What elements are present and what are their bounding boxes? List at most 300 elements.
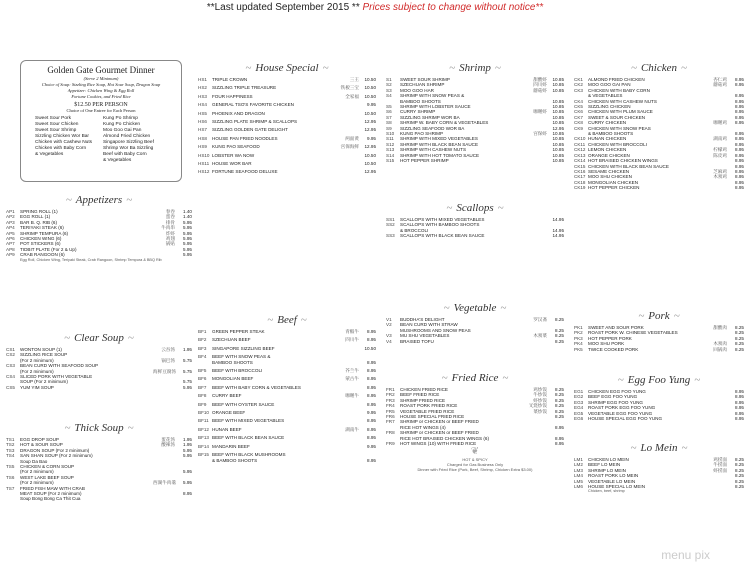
item-code: FR3 [386, 397, 395, 403]
item-price: 8.95 [555, 441, 564, 447]
item-name: (For 2 minimum) [20, 480, 54, 486]
item-cn: 牛肉串 [161, 225, 175, 231]
item-name: HOT PEPPER SHRIMP [400, 158, 449, 164]
menu-item [198, 337, 376, 342]
house-special-section [198, 60, 376, 175]
egg-foo-yung-list [574, 389, 744, 421]
item-cn: 罗汉斋 [533, 317, 547, 322]
item-code: LM2 [574, 462, 583, 468]
beef-section [198, 312, 376, 463]
item-name: SAN SHAN SOUP (For 2 minimum) [20, 453, 93, 459]
menu-item [198, 329, 376, 334]
house-special-list [198, 77, 376, 175]
item-code: BF12 [198, 426, 209, 432]
item-price: 8.95 [367, 376, 376, 382]
shrimp-list [386, 77, 564, 164]
item-name: Soup Bong Bong Ca Thit Cua [20, 496, 81, 502]
item-name: VEGETABLE FRIED RICE [400, 408, 455, 414]
item-price: 5.95 [183, 219, 192, 225]
item-name: BAMBOO SHOOTS [400, 98, 441, 104]
menu-item [198, 458, 376, 463]
item-cn: 蛋卷 [165, 214, 175, 220]
item-price: 14.95 [552, 233, 564, 239]
item-price: 5.95 [183, 236, 192, 242]
beef-list [198, 329, 376, 463]
item-price: 10.50 [364, 85, 376, 91]
dinner-choice: Choice of One Entree for Each Person [66, 108, 136, 113]
item-name: SIZZLING GOLDEN GATE DELIGHT [212, 127, 288, 133]
item-cn: 炸虾 [165, 230, 175, 236]
item-cn: 湖南鸡 [713, 136, 727, 142]
vegetable-section [386, 300, 564, 344]
banner-prefix: **Last updated September 2015 ** [206, 2, 363, 13]
clear-soup-section [6, 330, 192, 390]
item-name: SWEET AND SOUR PORK [588, 325, 644, 330]
item-name: CRAB RANGOON (6) [20, 252, 65, 258]
item-name: HOT PEPPER PORK [588, 335, 632, 341]
item-price: 5.95 [183, 447, 192, 453]
item-price: 10.50 [364, 152, 376, 158]
item-name: SHRIMP or CHICKEN or BEEF FRIED [400, 419, 479, 425]
item-code: LM5 [574, 478, 583, 484]
item-code: CK5 [574, 104, 583, 110]
item-name: SHRIMP WITH LOBSTER SAUCE [400, 104, 471, 110]
item-code: EG2 [574, 394, 584, 400]
item-name: SHRIMP TEMPURA (6) [20, 230, 69, 236]
item-name: MEAT SOUP (For 2 minimum) [20, 491, 82, 497]
egg-foo-yung-section [574, 372, 744, 421]
item-code: S6 [386, 109, 392, 115]
menu-item [198, 111, 376, 116]
dinner-item: Singapore Sizzling Beef [103, 140, 154, 145]
item-price: 5.95 [183, 252, 192, 258]
item-cn: 蒙古牛 [345, 376, 359, 382]
item-name: BEEF WITH SNOW PEAS & [212, 354, 271, 360]
item-price: 8.95 [735, 394, 744, 400]
item-code: HS11 [198, 161, 210, 167]
item-code: BF10 [198, 410, 209, 416]
item-price: 1.95 [183, 442, 192, 448]
item-code: HS10 [198, 152, 210, 158]
item-cn: 铁板三宝 [340, 85, 359, 91]
item-code: SS2 [386, 222, 395, 228]
item-code: S14 [386, 152, 395, 158]
update-banner [0, 2, 750, 20]
item-code: CK19 [574, 185, 586, 191]
item-name: & BAMBOO SHOOTS [212, 457, 258, 463]
item-cn: 陈皮鸡 [713, 152, 727, 158]
item-name: FORTUNE SEAFOOD DELUXE [212, 169, 278, 175]
item-code: V1 [386, 317, 392, 322]
item-cn: 咖喱虾 [533, 109, 547, 115]
item-price: 1.95 [183, 437, 192, 442]
item-price: 8.95 [735, 168, 744, 174]
dinner-item: Sweet Sour Shrimp [35, 128, 77, 133]
item-name: BAMBOO SHOOTS [212, 359, 253, 365]
item-name: MANDARIN BEEF [212, 443, 250, 449]
item-code: S9 [386, 125, 392, 131]
item-name: SPRING ROLL (1) [20, 209, 58, 214]
item-name: CHICKEN WITH BROCCOLI [588, 141, 647, 147]
item-code: AP3 [6, 219, 15, 225]
item-price: 8.95 [735, 109, 744, 115]
item-price: 12.95 [364, 119, 376, 125]
item-price: 8.25 [555, 333, 564, 339]
chicken-section [574, 60, 744, 191]
item-cn: 木须菜 [533, 333, 547, 339]
item-name: HOT & SOUR SOUP [20, 442, 63, 448]
item-code: HS4 [198, 102, 207, 108]
item-price: 5.95 [183, 246, 192, 252]
item-code: CK2 [574, 82, 583, 88]
item-price: 8.95 [367, 329, 376, 334]
item-code: CK8 [574, 120, 583, 126]
item-price: 12.95 [364, 144, 376, 150]
item-name: SHRIMP W. BABY CORN & VEGETABLES [400, 120, 489, 126]
item-price: 8.25 [555, 317, 564, 322]
item-code: FR6 [386, 414, 395, 420]
item-code: AP6 [6, 236, 15, 242]
item-name: SIZZLING CHICKEN [588, 104, 631, 110]
item-name: BAR B. Q. RIB (6) [20, 219, 58, 225]
menu-item [198, 153, 376, 158]
item-price: 5.95 [183, 469, 192, 475]
item-name: MONGOLIAN CHICKEN [588, 179, 639, 185]
item-code: TS1 [6, 437, 15, 442]
item-name: CHICKEN WITH CASHEW NUTS [588, 98, 657, 104]
item-price: 8.95 [735, 147, 744, 153]
scallops-list [386, 217, 564, 239]
item-name: DRAGON SOUP (For 2 minimum) [20, 447, 90, 453]
item-name: HOT WINGS (10) WITH FRIED RICE [400, 441, 477, 447]
item-price: 8.25 [555, 414, 564, 420]
item-code: S4 [386, 93, 392, 99]
item-code: BF2 [198, 337, 207, 343]
item-code: EG3 [574, 399, 584, 405]
item-cn: 鸡炒饭 [533, 387, 547, 392]
item-price: 9.95 [367, 102, 376, 108]
item-name: CHICKEN WITH PLUM SAUCE [588, 109, 653, 115]
item-name: POT STICKERS (6) [20, 241, 61, 247]
item-name: SHRIMP WITH HOT TOMATO SAUCE [400, 152, 480, 158]
item-code: PK4 [574, 341, 583, 347]
clear-soup-heading: ~ Clear Soup ~ [6, 332, 192, 344]
item-price: 8.95 [367, 393, 376, 399]
item-name: BRAISED TOFU [400, 338, 434, 344]
item-code: CK4 [574, 98, 583, 104]
dinner-item: Beef with Baby Corn [103, 152, 147, 157]
item-name: EGG ROLL (1) [20, 214, 51, 220]
item-name: VEGETABLE EGG FOO YUNG [588, 410, 653, 416]
item-code: EG1 [574, 389, 584, 394]
item-code: HS8 [198, 135, 207, 141]
item-code: HS1 [198, 77, 207, 82]
item-price: 10.85 [552, 98, 564, 104]
item-cn: 锅巴汤 [161, 357, 175, 363]
dinner-title: Golden Gate Gourmet Dinner [47, 65, 155, 75]
menu-item [574, 185, 744, 190]
item-name: BUDDHA'S DELIGHT [400, 317, 445, 322]
menu-item [198, 127, 376, 132]
item-name: LOBSTER WA NOW [212, 152, 255, 158]
menu-item [198, 346, 376, 351]
item-price: 5.95 [183, 241, 192, 247]
item-name: TWICE COOKED PORK [588, 346, 639, 352]
lo-mein-section [574, 440, 744, 494]
beef-heading: ~ Beef ~ [198, 314, 376, 326]
scallops-section [386, 200, 564, 239]
dinner-item: & Vegetables [35, 152, 64, 157]
item-code: SS1 [386, 217, 395, 222]
item-code: S12 [386, 141, 395, 147]
item-code: BF14 [198, 443, 209, 449]
item-code: CK1 [574, 77, 583, 82]
item-name: FOUR HAPPINESS [212, 93, 253, 99]
item-price: 8.25 [735, 335, 744, 341]
item-name: SZECHUAN BEEF [212, 337, 251, 343]
item-cn: 宫保海鲜 [340, 144, 359, 150]
item-code: BF1 [198, 329, 207, 334]
item-cn: 芝麻鸡 [713, 168, 727, 174]
menu-item [386, 158, 564, 163]
item-price: 8.95 [367, 418, 376, 424]
item-code: CK7 [574, 114, 583, 120]
hot-spicy-note: HOT & SPICY [462, 457, 488, 463]
item-name: CHICKEN WITH BABY CORN [588, 87, 650, 93]
item-cn: 湖南牛 [345, 426, 359, 432]
appetizers-list [6, 209, 192, 258]
item-cn: 回锅肉 [713, 346, 727, 352]
item-code: TS2 [6, 442, 15, 448]
item-name: MOO SHU CHICKEN [588, 174, 632, 180]
item-name: ORANGE CHICKEN [588, 152, 630, 158]
item-name: PHOENIX AND DRAGON [212, 110, 265, 116]
lo-mein-note: Chicken, beef, shrimp [588, 489, 625, 494]
appetizers-section [6, 192, 192, 262]
vegetable-list [386, 317, 564, 344]
item-name: HOUSE SPECIAL FRIED RICE [400, 414, 465, 420]
lo-mein-list [574, 457, 744, 489]
item-price: 10.50 [364, 93, 376, 99]
menu-item [574, 416, 744, 421]
item-code: LM4 [574, 473, 583, 479]
item-name: BEAN CURD WITH STRAW [400, 322, 458, 328]
menu-item [198, 119, 376, 124]
menu-item [198, 385, 376, 390]
item-price: 8.25 [555, 327, 564, 333]
item-price: 8.95 [183, 491, 192, 497]
item-name: SCALLOPS WITH BLACK BEAN SAUCE [400, 233, 485, 239]
item-name: SOUP (For 2 minimum) [20, 379, 68, 385]
item-code: TS5 [6, 464, 15, 470]
item-name: ROAST PORK FRIED RICE [400, 403, 458, 409]
item-name: SHRIMP FRIED RICE [400, 397, 446, 403]
item-code: S5 [386, 104, 392, 110]
item-price: 8.95 [367, 426, 376, 432]
item-code: TS6 [6, 474, 15, 480]
item-price: 9.95 [367, 443, 376, 449]
item-price: 8.95 [367, 435, 376, 441]
thick-soup-list [6, 437, 192, 502]
item-code: V2 [386, 322, 392, 328]
thick-soup-section [6, 420, 192, 502]
item-cn: 排骨 [165, 219, 175, 225]
item-cn: 咖喱牛 [345, 393, 359, 399]
item-code: CK9 [574, 125, 583, 131]
item-code: AP4 [6, 225, 15, 231]
item-code: FR9 [386, 441, 395, 447]
item-code: AP1 [6, 209, 15, 214]
dinner-items [35, 116, 171, 164]
item-price: 10.85 [552, 77, 564, 82]
item-cn: 宫保虾 [533, 131, 547, 137]
item-cn: 柠檬鸡 [713, 147, 727, 153]
item-name: ALMOND FRIED CHICKEN [588, 77, 645, 82]
item-name: GENERAL TSO'S FAVORITE CHICKEN [212, 102, 294, 108]
item-price: 8.95 [555, 424, 564, 430]
item-name: SHRIMP WITH CASHEW NUTS [400, 147, 467, 153]
menu-item [386, 339, 564, 344]
item-name: HOUSE WOR BAR [212, 161, 252, 167]
item-code: HS5 [198, 110, 207, 116]
item-price: 14.95 [552, 217, 564, 222]
dinner-price: $12.50 PER PERSON [74, 102, 128, 108]
item-name: MUSHROOMS AND SNOW PEAS [400, 327, 471, 333]
item-name: ORANGE BEEF [212, 410, 246, 416]
item-price: 12.95 [552, 125, 564, 131]
item-name: SHRIMP LO MEIN [588, 467, 626, 473]
item-name: SIZZLING PLATE SHRIMP & SCALLOPS [212, 119, 298, 125]
item-cn: 蘑菇鸡 [713, 82, 727, 88]
item-code: PK5 [574, 346, 583, 352]
fried-rice-heading: ~ Fried Rice ~ [386, 372, 564, 384]
item-name: FRIED FISH MAW WITH CRAB [20, 485, 85, 491]
item-name: Soup Da Bao [20, 458, 48, 464]
item-code: EG5 [574, 410, 584, 416]
item-code: HS12 [198, 169, 210, 175]
chicken-list [574, 77, 744, 191]
item-code: S7 [386, 114, 392, 120]
item-name: SHRIMP or CHICKEN or BEEF FRIED [400, 430, 479, 436]
item-name: GREEN PEPPER STEAK [212, 329, 265, 334]
item-code: BF8 [198, 393, 207, 399]
item-price: 5.95 [183, 384, 192, 390]
item-price: 8.95 [735, 185, 744, 191]
item-name: HOUSE SPECIAL EGG FOO YUNG [588, 416, 663, 422]
item-cn: 海鲜豆腐汤 [153, 368, 176, 374]
chicken-heading: ~ Chicken ~ [574, 62, 744, 74]
item-price: 8.95 [735, 82, 744, 88]
item-cn: 全家福 [345, 93, 359, 99]
menu-item [198, 94, 376, 99]
item-code: SS3 [386, 233, 395, 239]
item-price: 8.95 [735, 179, 744, 185]
item-code: CK16 [574, 168, 586, 174]
item-code: CK10 [574, 136, 586, 142]
item-price: 8.25 [555, 408, 564, 414]
item-price: 10.85 [552, 147, 564, 153]
item-code: TS7 [6, 485, 15, 491]
item-name: CHICKEN FRIED RICE [400, 387, 448, 392]
dinner-item: Kung Po Shrimp [103, 116, 138, 121]
item-name: CHICKEN WITH SNOW PEAS [588, 125, 651, 131]
item-price: 5.95 [183, 453, 192, 459]
item-name: SCALLOPS WITH MIXED VEGETABLES [400, 217, 485, 222]
item-code: CK14 [574, 158, 586, 164]
item-code: BF9 [198, 401, 207, 407]
item-price: 12.95 [364, 127, 376, 133]
item-name: HOUSE SPECIAL LO MEIN [588, 484, 646, 490]
item-code: EG6 [574, 416, 584, 422]
item-code: CK12 [574, 147, 586, 153]
item-price: 8.95 [735, 158, 744, 164]
item-price: 10.85 [552, 158, 564, 164]
item-cn: 两面黄 [345, 135, 359, 141]
item-price: 8.25 [735, 346, 744, 352]
item-code: FR4 [386, 403, 395, 409]
item-name: TERIYAKI STEAK (6) [20, 225, 64, 231]
item-code: S10 [386, 131, 395, 137]
item-price: 10.85 [552, 114, 564, 120]
item-name: RICE HOT WINGS (4) [400, 424, 446, 430]
item-cn: 鸡捞面 [713, 457, 727, 462]
item-price: 8.95 [367, 337, 376, 343]
item-name: KUNG PAO SEAFOOD [212, 144, 260, 150]
dinner-line1: Choice of Soup: Sizzling Rice Soup, Hot Sour Soup, Dragon Soup [41, 82, 161, 87]
menu-item [386, 233, 564, 238]
item-name: SLICED PORK WITH VEGETABLE [20, 374, 93, 380]
item-name: BEEF WITH MIXED VEGETABLES [212, 418, 285, 424]
item-price: 5.75 [183, 357, 192, 363]
item-price: 8.95 [367, 457, 376, 463]
item-code: AP7 [6, 241, 15, 247]
vegetable-heading: ~ Vegetable ~ [386, 302, 564, 314]
item-price: 8.95 [735, 104, 744, 110]
item-name: & VEGETABLES [588, 93, 623, 99]
item-name: (For 2 minimum) [20, 469, 54, 475]
item-code: HS9 [198, 144, 207, 150]
item-code: PK3 [574, 335, 583, 341]
item-price: 9.95 [367, 410, 376, 416]
item-cn: 四川牛 [345, 337, 359, 343]
item-price: 8.95 [735, 120, 744, 126]
dinner-item: Chicken with Cashew Nuts [35, 140, 93, 145]
item-name: SIZZLING RICE SOUP [20, 352, 68, 358]
menu-item [198, 144, 376, 149]
item-name: CHICKEN & CORN SOUP [20, 464, 75, 470]
item-price: 10.50 [364, 77, 376, 82]
item-name: SIZZLING TRIPLE TREASURE [212, 85, 277, 91]
item-name: CHICKEN WITH BLACK BEAN SAUCE [588, 163, 669, 169]
item-cn: 锅贴 [165, 241, 175, 247]
item-cn: 西湖牛肉羹 [153, 480, 176, 486]
menu-item [198, 410, 376, 415]
dinner-item: & Vegetables [103, 158, 132, 163]
item-price: 14.95 [552, 227, 564, 233]
item-price: 8.95 [735, 152, 744, 158]
item-name: TRIPLE CROWN [212, 77, 248, 82]
menu-item [198, 85, 376, 90]
item-price: 8.95 [367, 368, 376, 374]
item-cn: 甜酸肉 [713, 325, 727, 330]
item-price: 10.85 [552, 87, 564, 93]
item-price: 8.95 [735, 131, 744, 137]
item-cn: 三王 [349, 77, 359, 82]
item-cn: 牛捞面 [713, 462, 727, 468]
item-code: TS4 [6, 453, 15, 459]
item-price: 1.95 [183, 347, 192, 352]
item-name: SINGAPORE SIZZLING BEEF [212, 345, 275, 351]
